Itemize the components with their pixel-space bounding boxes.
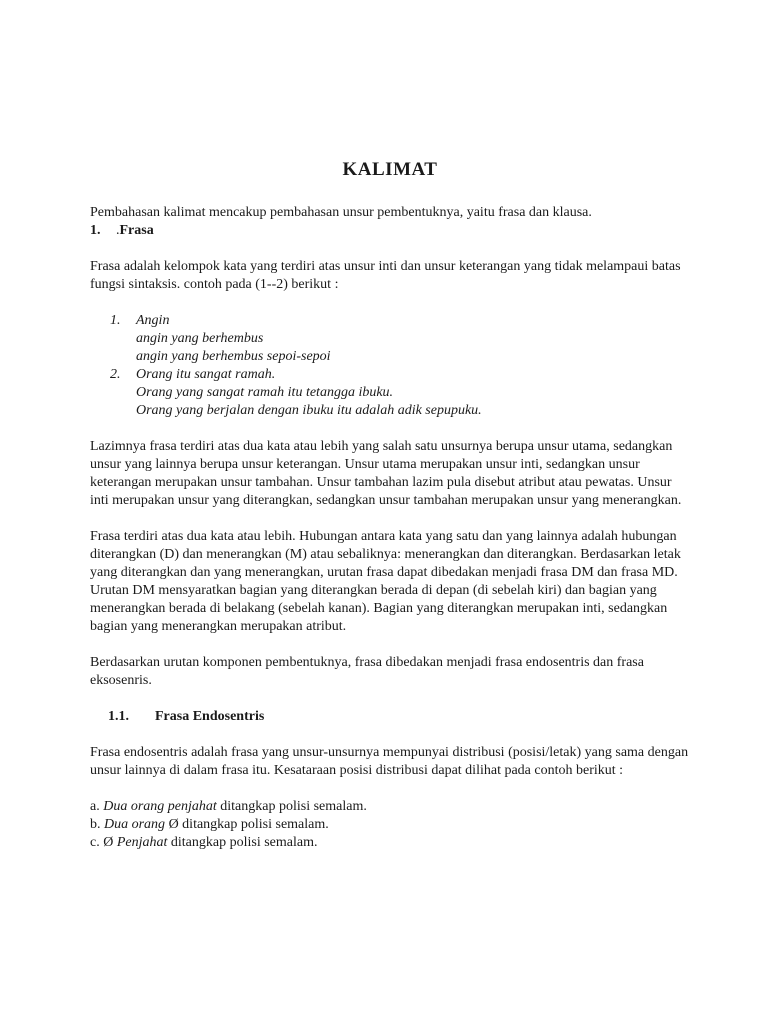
section-title: Frasa — [119, 223, 154, 238]
subsection-heading-endosentris — [108, 708, 690, 726]
abc-italic: Dua orang penjahat — [103, 799, 217, 814]
abc-prefix: Ø — [103, 835, 114, 850]
abc-rest: ditangkap polisi semalam. — [220, 799, 367, 814]
section-number: 1. — [90, 223, 101, 238]
abc-label: a. — [90, 799, 100, 814]
example-line: Orang yang sangat ramah itu tetangga ibuku. — [136, 385, 394, 400]
abc-example-item — [90, 798, 690, 816]
abc-italic: Penjahat — [116, 835, 168, 850]
example-line: angin yang berhembus — [136, 331, 264, 346]
example-line: Orang yang berjalan dengan ibuku itu adalah adik sepupuku. — [136, 403, 482, 418]
example-number: 1. — [110, 313, 121, 328]
abc-italic: Dua orang — [104, 817, 166, 832]
example-number: 2. — [110, 367, 121, 382]
abc-example-item — [90, 816, 690, 834]
subsection-title: Frasa Endosentris — [155, 709, 265, 724]
intro-paragraph: Pembahasan kalimat mencakup pembahasan unsur pembentuknya, yaitu frasa dan klausa. — [90, 205, 592, 220]
page-title: KALIMAT — [342, 159, 438, 180]
abc-example-list — [90, 798, 690, 852]
abc-rest: ditangkap polisi semalam. — [170, 835, 318, 850]
section-prefix: . — [116, 223, 120, 238]
paragraph-endosentris-definition: Frasa endosentris adalah frasa yang unsur-unsurnya mempunyai distribusi (posisi/letak) yang sama dengan unsur lainnya di dalam frasa itu. Kesataraan posisi distribusi dapat dilihat pada contoh berikut : — [90, 745, 689, 778]
paragraph-frasa-structure: Lazimnya frasa terdiri atas dua kata atau lebih yang salah satu unsurnya berupa unsur utama, sedangkan unsur yang lainnya berupa unsur keterangan. Unsur utama merupakan unsur inti, sedangkan unsur keterangan merupakan unsur tambahan. Unsur tambahan lazim pula disebut atribut atau pewatas. Unsur inti merupakan unsur yang diterangkan, sedangkan unsur tambahan merupakan unsur yang menerangkan. — [90, 439, 682, 508]
abc-label: c. — [90, 835, 100, 850]
paragraph-frasa-types: Berdasarkan urutan komponen pembentuknya, frasa dibedakan menjadi frasa endosentris dan frasa eksosenris. — [90, 655, 644, 688]
example-line: Angin — [136, 313, 170, 328]
example-list — [110, 312, 690, 420]
abc-rest: Ø ditangkap polisi semalam. — [168, 817, 329, 832]
document-page — [90, 158, 690, 852]
subsection-number: 1.1. — [108, 709, 129, 724]
abc-label: b. — [90, 817, 101, 832]
paragraph-frasa-dm-md: Frasa terdiri atas dua kata atau lebih. Hubungan antara kata yang satu dan yang lainnya adalah hubungan diterangkan (D) dan menerangkan (M) atau sebaliknya: menerangkan dan diterangkan. Berdasarkan letak yang diterangkan dan yang menerangkan, urutan frasa dapat dibedakan menjadi frasa DM dan frasa MD. Urutan DM mensyaratkan bagian yang diterangkan berada di depan (di sebelah kiri) dan bagian yang menerangkan berada di belakang (sebelah kanan). Bagian yang diterangkan merupakan inti, sedangkan bagian yang menerangkan merupakan atribut. — [90, 529, 681, 634]
example-item — [110, 312, 690, 366]
example-line: Orang itu sangat ramah. — [136, 367, 276, 382]
example-line: angin yang berhembus sepoi-sepoi — [136, 349, 331, 364]
example-item — [110, 366, 690, 420]
abc-example-item — [90, 834, 690, 852]
paragraph-frasa-definition: Frasa adalah kelompok kata yang terdiri atas unsur inti dan unsur keterangan yang tidak melampaui batas fungsi sintaksis. contoh pada (1--2) berikut : — [90, 259, 681, 292]
section-heading-frasa — [90, 222, 690, 240]
